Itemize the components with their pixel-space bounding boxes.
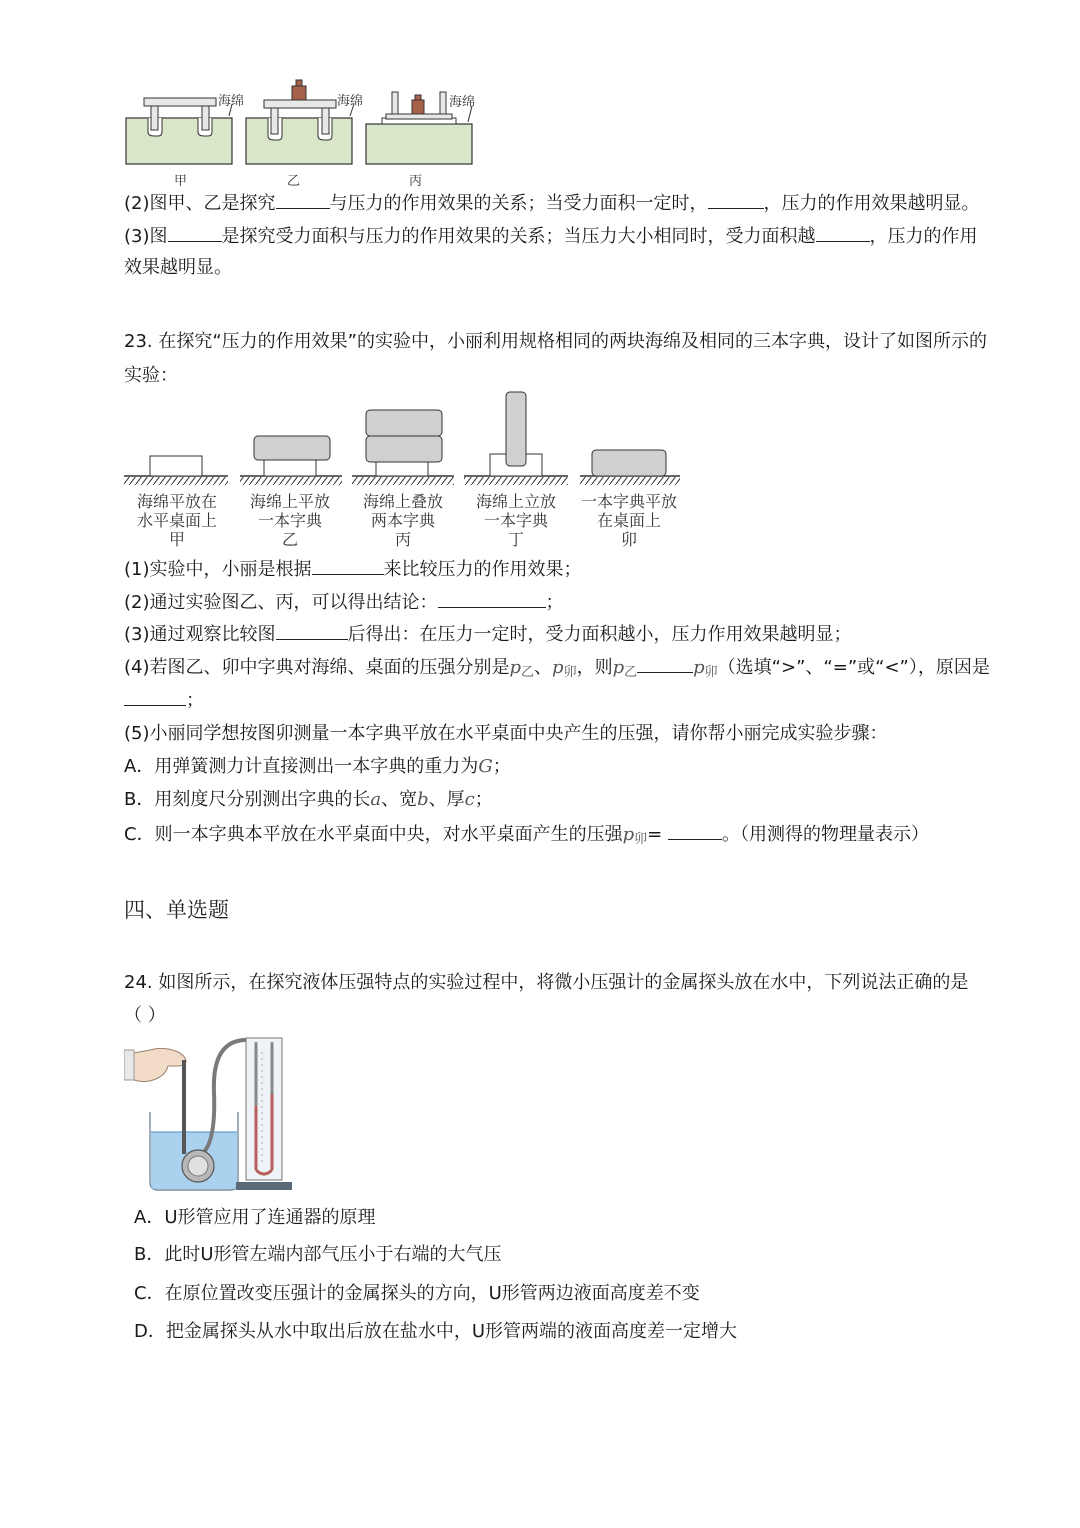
answer-blank[interactable] [168, 223, 222, 242]
answer-blank[interactable] [276, 190, 330, 209]
u-tube-manometer [236, 1038, 292, 1190]
sponge-label-2: 海绵 [337, 94, 364, 109]
q23-stem: 23. 在探究“压力的作用效果”的实验中，小丽利用规格相同的两块海绵及相同的三本字典，设计了如图所示的 [124, 331, 987, 352]
dict-caption-yi: 海绵上平放 一本字典 乙 [249, 492, 330, 549]
table-yi [240, 436, 342, 485]
q24-stem: 24. 如图所示，在探究液体压强特点的实验过程中，将微小压强计的金属探头放在水中，下列说法正确的是 [124, 972, 969, 993]
option-a[interactable]: A．U形管应用了连通器的原理 [134, 1207, 376, 1228]
probe [182, 1150, 214, 1182]
section-heading: 四、单选题 [124, 898, 229, 922]
answer-blank[interactable] [637, 654, 693, 673]
dict-caption-ding: 海绵上立放 一本字典 丁 [475, 492, 556, 549]
table-bing [352, 410, 454, 485]
q23-sub2: (2)通过实验图乙、丙，可以得出结论： ； [124, 589, 564, 615]
answer-blank[interactable] [708, 190, 764, 209]
sponge-label-3: 海绵 [449, 95, 476, 110]
q23-step-c: C．则一本字典本平放在水平桌面中央，对水平桌面产生的压强$p_卯=$ 。（用测得的物理量表示） [124, 821, 929, 852]
table-mao [580, 450, 680, 485]
q22-part2: (2)图甲、乙是探究 与压力的作用效果的关系；当受力面积一定时， ，压力的作用效果越明显。 [124, 190, 980, 216]
q22-part3-cont: 效果越明显。 [124, 257, 232, 278]
q23-sub1: (1)实验中，小丽是根据 来比较压力的作用效果； [124, 556, 582, 582]
dictionary-figure-svg [124, 388, 684, 488]
answer-blank[interactable] [124, 687, 186, 706]
q23-sub5: (5)小丽同学想按图卯测量一本字典平放在水平桌面中央产生的压强，请你帮小丽完成实验步骤： [124, 723, 888, 744]
q23-step-a: A．用弹簧测力计直接测出一本字典的重力为G； [124, 756, 511, 777]
tank-jia [126, 98, 232, 164]
hand-icon [124, 1048, 186, 1081]
answer-blank[interactable] [276, 621, 348, 640]
q23-sub4: (4)若图乙、卯中字典对海绵、桌面的压强分别是$p_乙$、$p_卯$，则$p_乙$ $p_卯$（选填“>”、“=”或“<”），原因是 [124, 654, 990, 685]
pressure-gauge-figure [124, 1032, 294, 1196]
option-b[interactable]: B．此时U形管左端内部气压小于右端的大气压 [134, 1244, 502, 1265]
dictionary-figure [124, 388, 684, 488]
dict-caption-jia: 海绵平放在 水平桌面上 甲 [136, 492, 217, 549]
option-d[interactable]: D．把金属探头从水中取出后放在盐水中，U形管两端的液面高度差一定增大 [134, 1321, 738, 1342]
option-c[interactable]: C．在原位置改变压强计的金属探头的方向，U形管两边液面高度差不变 [134, 1283, 700, 1304]
q22-part3: (3)图 是探究受力面积与压力的作用效果的关系；当压力大小相同时，受力面积越 ，压力的作用 [124, 223, 978, 249]
q23-step-b: B．用刻度尺分别测出字典的长a、宽b、厚c； [124, 789, 493, 810]
q23-stem-cont: 实验： [124, 365, 178, 386]
q23-sub4-cont: ； [124, 687, 204, 713]
caption-yi: 乙 [287, 174, 301, 189]
table-ding [464, 392, 568, 485]
caption-bing: 丙 [409, 174, 423, 189]
answer-blank[interactable] [816, 223, 870, 242]
answer-blank[interactable] [668, 821, 722, 840]
dict-caption-mao: 一本字典平放 在桌面上 卯 [580, 492, 677, 549]
pressure-gauge-svg [124, 1032, 294, 1196]
answer-blank[interactable] [312, 556, 384, 575]
caption-jia: 甲 [174, 174, 188, 189]
q23-sub3: (3)通过观察比较图 后得出：在压力一定时，受力面积越小，压力作用效果越明显； [124, 621, 852, 647]
answer-blank[interactable] [438, 589, 546, 608]
q24-stem-cont: （ ） [124, 1005, 166, 1026]
dict-caption-bing: 海绵上叠放 两本字典 丙 [362, 492, 443, 549]
sponge-label-1: 海绵 [218, 94, 245, 109]
table-jia [124, 456, 228, 485]
